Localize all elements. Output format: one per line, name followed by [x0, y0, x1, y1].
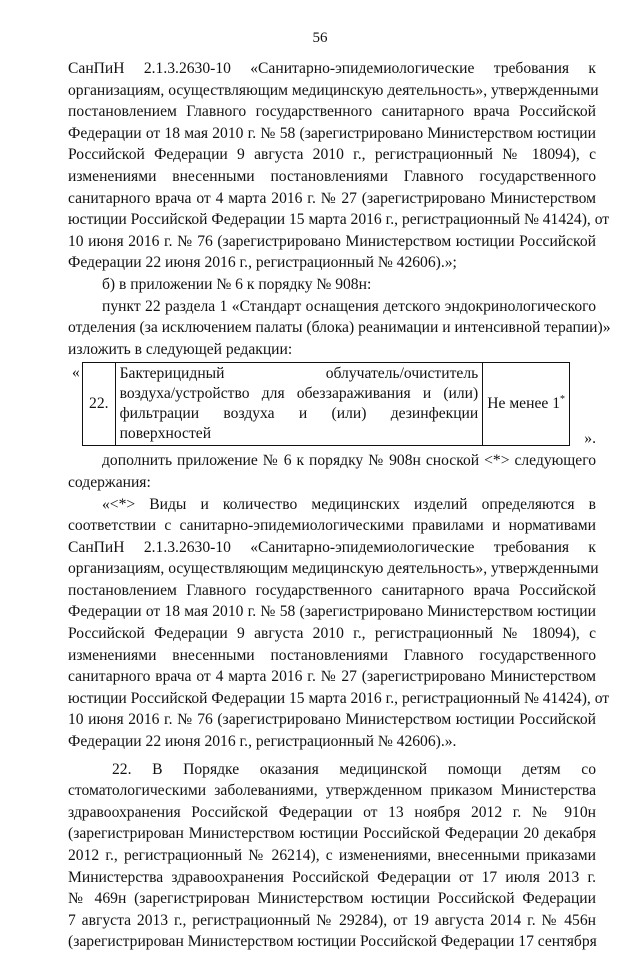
text-line: 22. В Порядке оказания медицинской помощи детям со: [112, 760, 596, 778]
equipment-table-block: [68, 362, 596, 450]
text-line: содержания:: [68, 473, 151, 491]
text-line: Федерации от 18 мая 2010 г. № 58 (зарегистрировано Министерством юстиции: [68, 124, 596, 142]
document-body: [68, 58, 611, 953]
text-line: организациям, осуществляющим медицинскую деятельность», утвержденными: [68, 560, 599, 578]
text-line: Министерства здравоохранения Российской Федерации от 17 июля 2013 г.: [68, 868, 596, 886]
closing-quote: ».: [584, 430, 596, 448]
page-number: 56: [312, 30, 328, 46]
equipment-table: [82, 362, 570, 446]
quantity-value: Не менее 1: [487, 395, 560, 413]
text-line: организациям, осуществляющим медицинскую деятельность», утвержденными: [68, 81, 599, 99]
text-line: 2012 г., регистрационный № 26214), с изменениями, внесенными приказами: [68, 847, 596, 864]
text-line: изложить в следующей редакции:: [68, 340, 293, 358]
text-line: 7 августа 2013 г., регистрационный № 29284), от 19 августа 2014 г. № 456н: [68, 911, 596, 929]
paragraph-add-footnote: [68, 450, 596, 493]
item-b-heading: б) в приложении № 6 к порядку № 908н:: [102, 275, 372, 293]
text-line: 10 июня 2016 г. № 76 (зарегистрировано Министерством юстиции Российской: [68, 711, 596, 729]
cell-text-line: Бактерицидный облучатель/очиститель: [119, 365, 479, 383]
text-line: СанПиН 2.1.3.2630-10 «Санитарно-эпидемиологические требования к: [68, 60, 596, 77]
opening-quote: «: [72, 364, 80, 382]
text-line: юстиции Российской Федерации 15 марта 2016 г., регистрационный № 41424), от: [68, 689, 610, 707]
text-line: здравоохранения Российской Федерации от 13 ноября 2012 г. № 910н: [68, 803, 596, 821]
text-line: Российской Федерации 9 августа 2010 г., регистрационный № 18094), с: [68, 625, 596, 643]
text-line: 10 июня 2016 г. № 76 (зарегистрировано Министерством юстиции Российской: [68, 232, 596, 250]
text-line: санитарного врача от 4 марта 2016 г. № 27 (зарегистрировано Министерством: [68, 189, 596, 207]
text-line: Федерации 22 июня 2016 г., регистрационный № 42606).».: [68, 733, 457, 751]
text-line: № 469н (зарегистрирован Министерством юстиции Российской Федерации: [68, 890, 596, 908]
cell-text-line: фильтрации воздуха и (или) дезинфекции: [119, 405, 479, 423]
text-line: «<*> Виды и количество медицинских изделий определяются в: [102, 495, 596, 513]
footnote-mark: *: [560, 394, 565, 406]
quantity-cell: [483, 363, 570, 446]
text-line: дополнить приложение № 6 к порядку № 908н сноской <*> следующего: [102, 452, 596, 470]
text-line: постановлением Главного государственного санитарного врача Российской: [68, 103, 596, 121]
text-line: (зарегистрирован Министерством юстиции Российской Федерации 17 сентября: [68, 933, 597, 951]
text-line: Федерации от 18 мая 2010 г. № 58 (зарегистрировано Министерством юстиции: [68, 603, 596, 621]
text-line: стоматологическими заболеваниями, утвержденном приказом Министерства: [68, 782, 596, 800]
paragraph-item-22: [68, 759, 596, 953]
text-line: отделения (за исключением палаты (блока) реанимации и интенсивной терапии)»: [68, 319, 611, 337]
text-line: Федерации 22 июня 2016 г., регистрационный № 42606).»;: [68, 254, 457, 272]
text-line: постановлением Главного государственного санитарного врача Российской: [68, 581, 596, 599]
text-line: изменениями внесенными постановлениями Главного государственного: [68, 646, 596, 664]
text-line: санитарного врача от 4 марта 2016 г. № 27 (зарегистрировано Министерством: [68, 668, 596, 686]
text-line: пункт 22 раздела 1 «Стандарт оснащения детского эндокринологического: [102, 297, 596, 315]
text-line: СанПиН 2.1.3.2630-10 «Санитарно-эпидемиологические требования к: [68, 538, 596, 556]
text-line: (зарегистрирован Министерством юстиции Российской Федерации 20 декабря: [68, 825, 596, 843]
cell-text-line: поверхностей: [119, 425, 212, 443]
text-line: изменениями внесенными постановлениями Главного государственного: [68, 167, 596, 185]
row-number-cell: 22.: [83, 363, 116, 446]
text-line: юстиции Российской Федерации 15 марта 2016 г., регистрационный № 41424), от: [68, 211, 610, 229]
paragraph-point-22: [68, 296, 611, 361]
text-line: соответствии с санитарно-эпидемиологическими правилами и нормативами: [68, 517, 596, 535]
paragraph-footnote-text: [68, 494, 610, 753]
text-line: Российской Федерации 9 августа 2010 г., регистрационный № 18094), с: [68, 146, 596, 164]
equipment-name-cell: [115, 363, 483, 446]
paragraph-sanpin-reference: [68, 58, 610, 274]
table-row: [83, 363, 570, 446]
cell-text-line: воздуха/устройство для обеззараживания и (или): [119, 385, 479, 403]
